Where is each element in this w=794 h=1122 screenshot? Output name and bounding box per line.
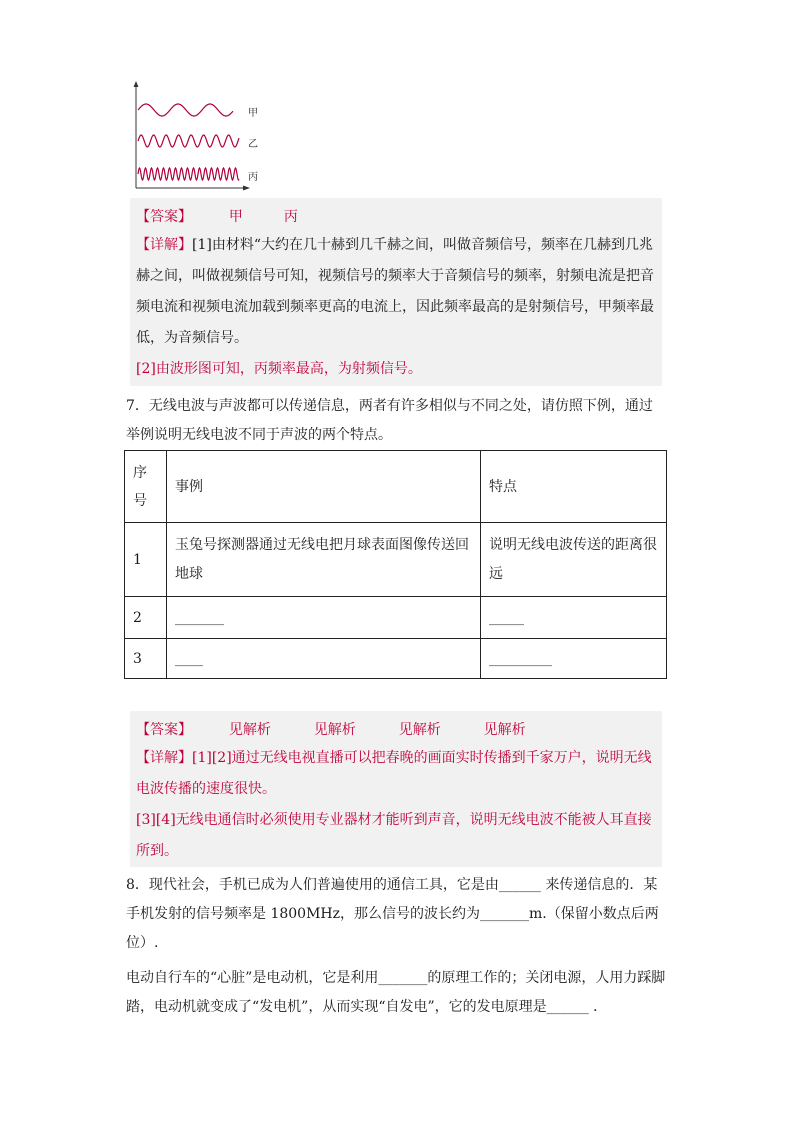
table-cell: 3 xyxy=(125,639,167,679)
table-cell: ____ xyxy=(167,639,481,679)
question-8: 8．现代社会，手机已成为人们普遍使用的通信工具，它是由______ 来传递信息的．某手机发射的信号频率是 1800MHz，那么信号的波长约为_______m.（保留小数点后两位）. xyxy=(126,877,659,951)
wave-label-yi: 乙 xyxy=(248,139,258,150)
table-cell: _________ xyxy=(481,639,667,679)
table-row xyxy=(125,523,667,597)
table-row xyxy=(125,597,667,639)
wave-figure xyxy=(128,80,268,192)
question-8-part-2: 电动自行车的“心脏”是电动机，它是利用_______的原理工作的；关闭电源，人用力踩脚踏，电动机就变成了“发电机”，从而实现“自发电”，它的发电原理是______ ． xyxy=(126,970,666,1015)
answer-value: 见解析 xyxy=(483,722,526,738)
table-cell: _____ xyxy=(481,597,667,639)
answer-tag: 【答案】 xyxy=(136,722,192,738)
detail-paragraph: [1]由材料“大约在几十赫到几千赫之间，叫做音频信号，频率在几赫到几兆赫之间，叫做视频信号可知，视频信号的频率大于音频信号的频率，射频电流是把音频电流和视频电流加载到频率更高的电流上，因此频率最高的是射频信号，甲频率最低，为音频信号。 xyxy=(136,237,654,346)
answer-value: 见解析 xyxy=(228,722,271,738)
answer-tag: 【答案】 xyxy=(136,209,192,225)
table-cell: 1 xyxy=(125,523,167,597)
header-cell-index: 序号 xyxy=(125,451,167,523)
table-cell: 玉兔号探测器通过无线电把月球表面图像传送回地球 xyxy=(167,523,481,597)
table-cell: 2 xyxy=(125,597,167,639)
detail-text-4: [3][4]无线电通信时必须使用专业器材才能听到声音，说明无线电波不能被人耳直接所到。 xyxy=(136,812,652,859)
header-cell-example: 事例 xyxy=(167,451,481,523)
y-axis-arrow xyxy=(134,81,139,87)
detail-tag: 【详解】 xyxy=(136,750,192,766)
answer-value: 丙 xyxy=(283,209,298,225)
answer-value: 见解析 xyxy=(398,722,441,738)
table-row xyxy=(125,639,667,679)
detail-text-2: [2]由波形图可知，丙频率最高，为射频信号。 xyxy=(136,361,422,377)
answer-line-1 xyxy=(136,206,298,226)
answer-value: 甲 xyxy=(228,209,243,225)
detail-tag: 【详解】 xyxy=(136,237,192,253)
answer-value: 见解析 xyxy=(313,722,356,738)
table-cell: _______ xyxy=(167,597,481,639)
answer-block-2 xyxy=(130,711,662,867)
question-7-table xyxy=(124,450,667,679)
detail-text-3 xyxy=(136,743,664,805)
table-header-row xyxy=(125,451,667,523)
wave-label-jia: 甲 xyxy=(248,108,258,119)
detail-text-1 xyxy=(136,230,664,354)
wave-yi xyxy=(138,135,239,147)
question-7: 7．无线电波与声波都可以传递信息，两者有许多相似与不同之处，请仿照下例，通过举例说明无线电波不同于声波的两个特点。 xyxy=(126,398,653,443)
detail-paragraph: [1][2]通过无线电视直播可以把春晚的画面实时传播到千家万户，说明无线电波传播的速度很快。 xyxy=(136,750,652,797)
wave-diagram xyxy=(128,80,268,192)
x-axis-arrow xyxy=(243,186,250,191)
wave-bing xyxy=(138,168,239,180)
table-cell: 说明无线电波传送的距离很远 xyxy=(481,523,667,597)
answer-line-2 xyxy=(136,719,526,739)
wave-label-bing: 丙 xyxy=(248,172,258,183)
wave-jia xyxy=(138,104,233,116)
answer-block-1 xyxy=(130,198,662,386)
header-cell-feature: 特点 xyxy=(481,451,667,523)
